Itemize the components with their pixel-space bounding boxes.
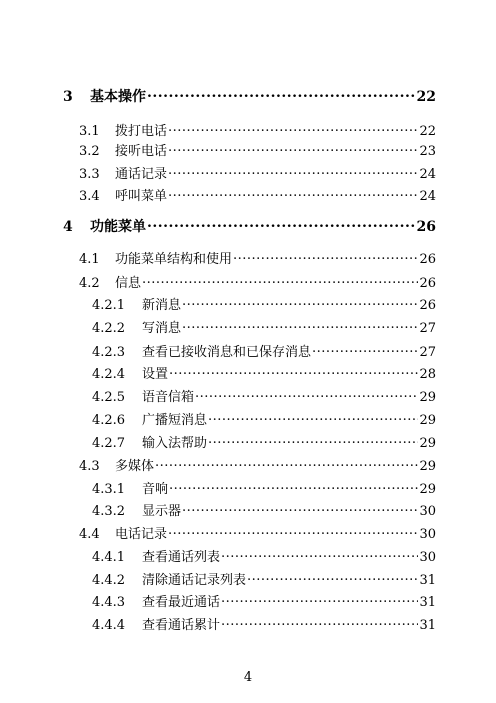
dot-leader — [147, 217, 416, 231]
toc-entry[interactable] — [92, 386, 436, 405]
toc-entry-page: 24 — [419, 189, 436, 204]
toc-entry[interactable] — [79, 120, 436, 139]
toc-entry-title: 查看最近通话 — [142, 595, 221, 610]
toc-entry[interactable] — [79, 140, 436, 159]
toc-entry-title: 清除通话记录列表 — [142, 573, 247, 588]
toc-entry-number: 4.4.1 — [92, 550, 126, 565]
dot-leader — [182, 502, 418, 515]
toc-entry-page: 22 — [416, 89, 436, 105]
toc-entry[interactable] — [92, 591, 436, 610]
toc-entry-number: 4.2.4 — [92, 367, 126, 382]
toc-entry-page: 29 — [419, 390, 436, 405]
toc-entry[interactable] — [92, 432, 436, 451]
toc-entry-title: 拨打电话 — [115, 124, 168, 139]
toc-entry-page: 29 — [419, 413, 436, 428]
dot-leader — [195, 388, 418, 401]
toc-entry-page: 29 — [419, 436, 436, 451]
toc-entry-number: 3 — [63, 89, 73, 105]
toc-entry-number: 4.4.3 — [92, 595, 126, 610]
toc-entry-title: 查看已接收消息和已保存消息 — [142, 345, 312, 360]
toc-entry[interactable] — [79, 272, 436, 291]
toc-entry-title: 设置 — [142, 367, 169, 382]
dot-leader — [168, 165, 418, 178]
dot-leader — [247, 571, 418, 584]
toc-entry-title: 功能菜单结构和使用 — [115, 252, 233, 267]
toc-entry[interactable] — [92, 317, 436, 336]
toc-entry-title: 接听电话 — [115, 144, 168, 159]
dot-leader — [182, 296, 418, 309]
toc-entry-number: 3.3 — [79, 167, 100, 182]
toc-entry-number: 4.2.7 — [92, 436, 126, 451]
toc-entry[interactable] — [92, 478, 436, 497]
toc-entry[interactable] — [92, 500, 436, 519]
dot-leader — [233, 250, 418, 263]
toc-entry-page: 26 — [419, 252, 436, 267]
toc-entry[interactable] — [92, 341, 436, 360]
toc-entry-page: 22 — [419, 124, 436, 139]
dot-leader — [147, 87, 416, 101]
page-number: 4 — [243, 670, 253, 685]
toc-entry-number: 4.2 — [79, 276, 100, 291]
toc-entry-page: 28 — [419, 367, 436, 382]
dot-leader — [221, 616, 418, 629]
toc-entry-title: 电话记录 — [115, 527, 168, 542]
toc-entry-page: 31 — [419, 573, 436, 588]
toc-entry-page: 23 — [419, 144, 436, 159]
toc-entry[interactable] — [79, 523, 436, 542]
toc-entry-title: 信息 — [115, 276, 142, 291]
toc-entry-number: 4.4.4 — [92, 618, 126, 633]
dot-leader — [312, 343, 418, 356]
toc-entry[interactable] — [92, 546, 436, 565]
toc-entry[interactable] — [79, 248, 436, 267]
toc-entry[interactable] — [79, 185, 436, 204]
dot-leader — [208, 434, 418, 447]
toc-entry-page: 31 — [419, 618, 436, 633]
toc-entry-page: 31 — [419, 595, 436, 610]
toc-entry-number: 4.4.2 — [92, 573, 126, 588]
toc-entry[interactable] — [63, 216, 436, 236]
toc-entry-page: 29 — [419, 482, 436, 497]
dot-leader — [155, 457, 418, 470]
toc-entry-page: 27 — [419, 345, 436, 360]
toc-entry-number: 4 — [63, 219, 73, 235]
toc-entry-title: 新消息 — [142, 298, 182, 313]
toc-entry-number: 3.2 — [79, 144, 100, 159]
toc-entry[interactable] — [92, 409, 436, 428]
toc-entry-number: 3.1 — [79, 124, 100, 139]
toc-entry[interactable] — [79, 455, 436, 474]
dot-leader — [168, 122, 418, 135]
dot-leader — [169, 480, 418, 493]
toc-entry-page: 27 — [419, 321, 436, 336]
toc-entry[interactable] — [79, 163, 436, 182]
toc-entry-number: 4.2.5 — [92, 390, 126, 405]
toc-entry-title: 写消息 — [142, 321, 182, 336]
toc-entry-number: 4.2.3 — [92, 345, 126, 360]
dot-leader — [168, 142, 418, 155]
toc-entry-page: 30 — [419, 504, 436, 519]
dot-leader — [168, 187, 418, 200]
toc-entry-page: 26 — [416, 219, 436, 235]
toc-entry-title: 广播短消息 — [142, 413, 208, 428]
toc-entry-title: 通话记录 — [115, 167, 168, 182]
toc-entry[interactable] — [92, 614, 436, 633]
toc-entry-number: 4.1 — [79, 252, 100, 267]
toc-entry-page: 24 — [419, 167, 436, 182]
dot-leader — [221, 548, 418, 561]
toc-entry[interactable] — [92, 294, 436, 313]
toc-entry[interactable] — [92, 569, 436, 588]
toc-entry-number: 3.4 — [79, 189, 100, 204]
toc-entry[interactable] — [92, 363, 436, 382]
toc-entry-title: 显示器 — [142, 504, 182, 519]
toc-entry-page: 26 — [419, 298, 436, 313]
dot-leader — [208, 411, 418, 424]
toc-entry-title: 基本操作 — [90, 89, 146, 105]
toc-entry-title: 查看通话累计 — [142, 618, 221, 633]
toc-entry-title: 查看通话列表 — [142, 550, 221, 565]
toc-entry-number: 4.2.6 — [92, 413, 126, 428]
dot-leader — [221, 593, 418, 606]
toc-entry-page: 30 — [419, 550, 436, 565]
toc-entry-title: 音响 — [142, 482, 169, 497]
toc-entry-number: 4.3.1 — [92, 482, 126, 497]
toc-entry[interactable] — [63, 86, 436, 106]
toc-entry-page: 29 — [419, 459, 436, 474]
toc-entry-number: 4.2.2 — [92, 321, 126, 336]
toc-entry-page: 26 — [419, 276, 436, 291]
toc-entry-number: 4.4 — [79, 527, 100, 542]
dot-leader — [142, 274, 418, 287]
toc-entry-page: 30 — [419, 527, 436, 542]
toc-entry-title: 输入法帮助 — [142, 436, 208, 451]
toc-entry-title: 呼叫菜单 — [115, 189, 168, 204]
toc-entry-title: 多媒体 — [115, 459, 155, 474]
toc-entry-title: 语音信箱 — [142, 390, 195, 405]
toc-entry-title: 功能菜单 — [90, 219, 146, 235]
toc-entry-number: 4.3 — [79, 459, 100, 474]
dot-leader — [182, 319, 418, 332]
dot-leader — [169, 365, 418, 378]
dot-leader — [168, 525, 418, 538]
toc-entry-number: 4.3.2 — [92, 504, 126, 519]
toc-entry-number: 4.2.1 — [92, 298, 126, 313]
